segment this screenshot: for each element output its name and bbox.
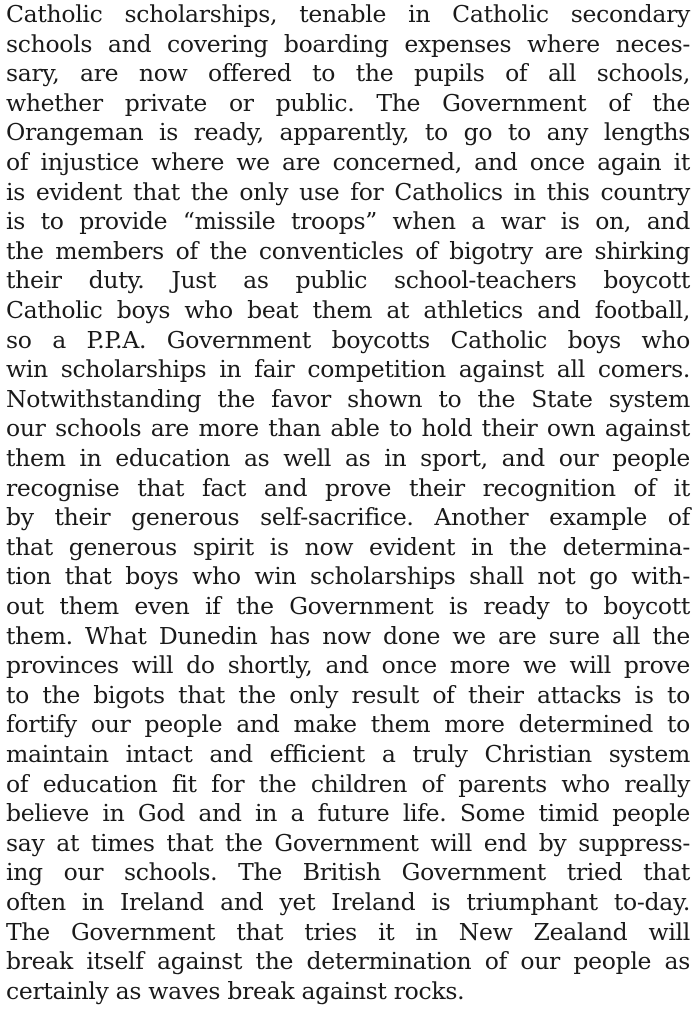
- text-line: tion that boys who win scholarships shall not go with-: [6, 562, 690, 591]
- text-line: certainly as waves break against rocks.: [6, 976, 465, 1005]
- text-line: our schools are more than able to hold their own against: [6, 414, 690, 443]
- text-line: believe in God and in a future life. Some timid people: [6, 799, 690, 828]
- text-line: by their generous self-sacrifice. Another example of: [6, 503, 690, 532]
- text-line: of education fit for the children of parents who really: [6, 769, 690, 798]
- text-line: that generous spirit is now evident in the determina-: [6, 532, 690, 561]
- text-line: provinces will do shortly, and once more we will prove: [6, 651, 690, 680]
- text-line: Catholic scholarships, tenable in Catholic secondary: [6, 0, 690, 28]
- text-line: break itself against the determination of our people as: [6, 947, 690, 976]
- text-line: fortify our people and make them more determined to: [6, 710, 690, 739]
- text-line: out them even if the Government is ready to boycott: [6, 592, 690, 620]
- text-line: whether private or public. The Government of the: [6, 88, 690, 117]
- text-line: schools and covering boarding expenses where neces-: [6, 29, 690, 58]
- text-line: win scholarships in fair competition against all comers.: [6, 355, 690, 384]
- text-line: their duty. Just as public school-teachers boycott: [6, 266, 690, 295]
- text-line: the members of the conventicles of bigotry are shirking: [6, 236, 690, 265]
- text-line: say at times that the Government will end by suppress-: [6, 828, 690, 857]
- text-line: Orangeman is ready, apparently, to go to any lengths: [6, 118, 690, 147]
- text-line: recognise that fact and prove their recognition of it: [6, 473, 690, 502]
- text-line: The Government that tries it in New Zealand will: [6, 917, 690, 946]
- text-line: to the bigots that the only result of their attacks is to: [6, 680, 690, 709]
- text-line: sary, are now offered to the pupils of all schools,: [6, 59, 690, 88]
- text-line: them in education as well as in sport, and our people: [6, 444, 690, 472]
- article-text: [6, 0, 696, 1028]
- text-line: is to provide “missile troops” when a war is on, and: [6, 207, 690, 236]
- text-line: of injustice where we are concerned, and once again it: [6, 148, 690, 176]
- text-line: is evident that the only use for Catholics in this country: [6, 177, 690, 206]
- text-line: Catholic boys who beat them at athletics and football,: [6, 296, 690, 324]
- text-line: ing our schools. The British Government tried that: [6, 858, 690, 887]
- text-line: maintain intact and efficient a truly Christian system: [6, 740, 690, 768]
- text-line: Notwithstanding the favor shown to the State system: [6, 384, 690, 413]
- text-line: them. What Dunedin has now done we are sure all the: [6, 621, 690, 650]
- text-line: often in Ireland and yet Ireland is triumphant to-day.: [6, 888, 690, 916]
- text-line: so a P.P.A. Government boycotts Catholic boys who: [6, 325, 690, 354]
